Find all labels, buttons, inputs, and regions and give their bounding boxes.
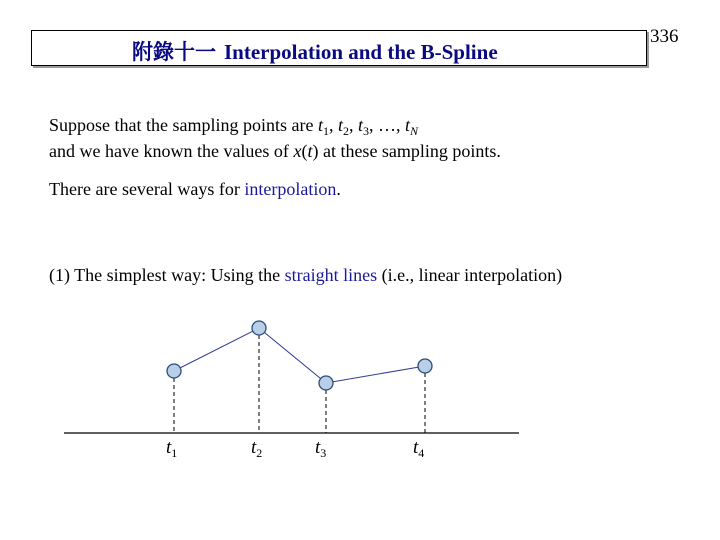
text-run: . <box>336 179 341 199</box>
var-t: t <box>317 115 323 135</box>
title-text: Interpolation and the B-Spline <box>224 40 498 64</box>
var-t: t <box>307 141 313 161</box>
tick-var: t <box>166 437 172 458</box>
linear-interpolation-segments <box>174 328 425 383</box>
subscript: 3 <box>363 124 370 138</box>
subscript: 2 <box>343 124 349 138</box>
text-run: (i.e., linear interpolation) <box>377 265 563 285</box>
sample-point-3 <box>319 376 333 390</box>
subscript-n: N <box>410 124 419 138</box>
text-run: There are several ways for <box>49 179 245 199</box>
text-run: at these sampling points. <box>318 141 501 161</box>
tick-label-t2 <box>251 437 262 459</box>
tick-sub: 3 <box>320 446 327 460</box>
tick-sub: 1 <box>171 446 178 460</box>
text-run: Suppose that the sampling points are <box>49 115 318 135</box>
page-number: 336 <box>650 26 679 47</box>
subscript: 1 <box>322 124 329 138</box>
tick-var: t <box>315 437 321 458</box>
var-x: x <box>293 141 302 161</box>
tick-sub: 2 <box>256 446 263 460</box>
tick-label-t3 <box>315 437 326 459</box>
ellipsis: , …, <box>369 115 406 135</box>
var-t: t <box>358 115 364 135</box>
separator: , <box>328 115 338 135</box>
tick-var: t <box>251 437 257 458</box>
tick-label-t4 <box>413 437 424 459</box>
tick-sub: 4 <box>418 446 425 460</box>
text-run: and we have known the values of <box>49 141 294 161</box>
var-t: t <box>405 115 411 135</box>
text-run: (1) The simplest way: Using the <box>49 265 285 285</box>
var-t: t <box>337 115 343 135</box>
tick-label-t1 <box>166 437 177 459</box>
title-cjk: 附錄十一 <box>132 40 216 64</box>
sample-point-4 <box>418 359 432 373</box>
separator: , <box>349 115 358 135</box>
highlight-interpolation: interpolation <box>244 179 337 199</box>
paren-close: ) <box>312 141 319 161</box>
sample-point-2 <box>252 321 266 335</box>
paren-open: ( <box>301 141 308 161</box>
highlight-straight-lines: straight lines <box>284 265 378 285</box>
sample-point-1 <box>167 364 181 378</box>
tick-var: t <box>413 437 419 458</box>
